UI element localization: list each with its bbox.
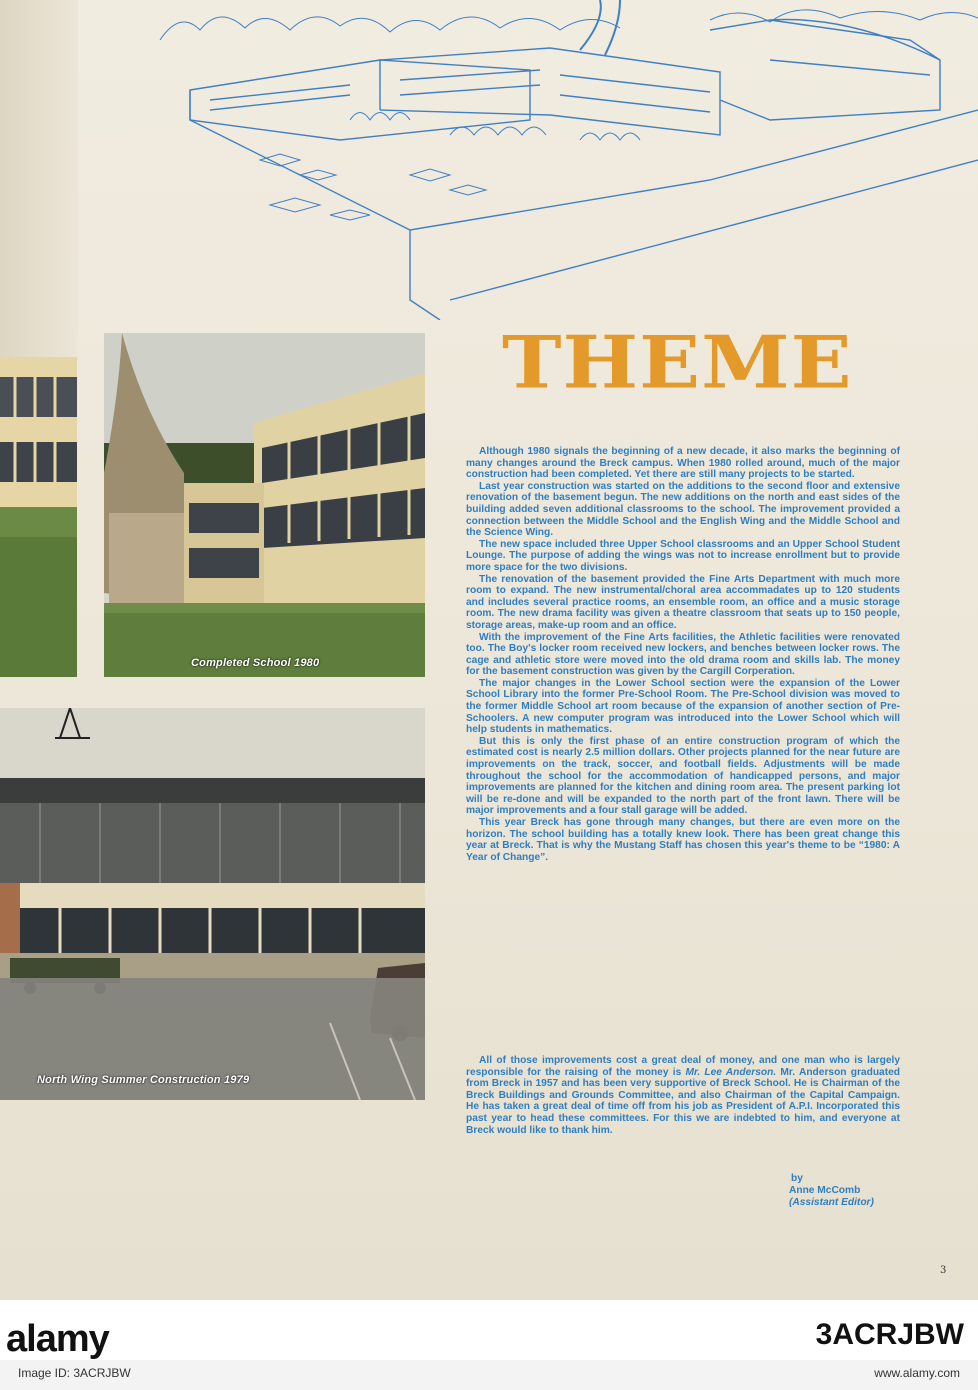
campus-sketch-illustration bbox=[150, 0, 978, 320]
byline-author: Anne McComb bbox=[789, 1185, 861, 1196]
article-body bbox=[466, 446, 900, 863]
north-wing-construction-photo bbox=[0, 708, 425, 1100]
ack-text-2: Mr. Anderson graduated from Breck in 1957 and has been very supportive of Breck School. He is Chairman of the Breck Buildings and Grounds Committee, and also Chairman of the Capital Campaign. He has taken a great deal of time off from his job as President of A.P.I. Incorporated this past year to head these committees. For this we are indebted to him, and everyone at Breck would like to thank him. bbox=[466, 1066, 900, 1136]
byline-by: by bbox=[791, 1173, 803, 1184]
footer-image-id: Image ID: 3ACRJBW bbox=[18, 1366, 131, 1380]
page-edge bbox=[0, 0, 78, 360]
footer-strip bbox=[0, 1360, 978, 1390]
ack-person-name: Mr. Lee Anderson. bbox=[685, 1066, 777, 1078]
page-title: THEME bbox=[502, 320, 853, 405]
byline bbox=[789, 1173, 874, 1209]
page-number: 3 bbox=[940, 1265, 947, 1276]
school-photo-partial bbox=[0, 357, 77, 677]
acknowledgement-paragraph bbox=[466, 1055, 900, 1136]
article-paragraph: Although 1980 signals the beginning of a new decade, it also marks the beginning of many changes around the Breck campus. When 1980 rolled around, much of the major construction had been completed. Yet there are still many projects to be started. bbox=[466, 446, 900, 481]
article-paragraph: The new space included three Upper School classrooms and an Upper School Student Lounge. The purpose of adding the wings was not to increase enrollment but to provide more space for the two divisions. bbox=[466, 538, 900, 573]
article-paragraph: This year Breck has gone through many changes, but there are even more on the horizon. The school building has a totally knew look. There has been great change this year at Breck. That is why the Mustang Staff has chosen this year's theme to be “1980: A Year of Change”. bbox=[466, 817, 900, 863]
article-paragraph: The major changes in the Lower School section were the expansion of the Lower School Library into the former Pre-School Room. The Pre-School division was moved to the former Middle School art room because of the expansion of another section of Pre-Schoolers. A new computer program was introduced into the Lower School which will help students in mathematics. bbox=[466, 677, 900, 736]
caption-north-wing: North Wing Summer Construction 1979 bbox=[37, 1074, 250, 1086]
article-paragraph: The renovation of the basement provided the Fine Arts Department with much more room to expand. The new instrumental/choral area accommadates up to 120 students and includes several practice rooms, an ensemble room, an office and a music storage room. The new drama facility was given a theatre classroom that seats up to 150 people, storage areas, make-up room and an office. bbox=[466, 573, 900, 631]
article-paragraph: But this is only the first phase of an entire construction program of which the estimated cost is nearly 2.5 million dollars. Other projects planned for the near future are improvements on the track, soccer, and football fields. Adjustments will be made throughout the school for the accommodation of handicapped persons, and major improvements are planned for the kitchen and dining room area. The present parking lot will be re-done and will be expanded to the north part of the front lawn. There will be major improvements and a four stall garage will be added. bbox=[466, 735, 900, 817]
watermark-footer bbox=[0, 1300, 978, 1390]
footer-image-code: 3ACRJBW bbox=[815, 1318, 964, 1351]
caption-completed-school: Completed School 1980 bbox=[191, 657, 320, 669]
article-paragraph: With the improvement of the Fine Arts facilities, the Athletic facilities were renovated too. The Boy's locker room received new lockers, and benches between locker rows. The cage and athletic store were moved into the old drama room and skills lab. The money for the basement construction was given by the Cargill Corperation. bbox=[466, 631, 900, 678]
footer-url: www.alamy.com bbox=[874, 1366, 960, 1380]
alamy-logo: alamy bbox=[6, 1318, 109, 1360]
ack-text-1: All of those improvements cost a great deal of money, and one man who is largely responsible for the raising of the money is bbox=[466, 1055, 900, 1078]
completed-school-photo bbox=[104, 333, 425, 677]
byline-role: (Assistant Editor) bbox=[789, 1197, 874, 1208]
article-paragraph: Last year construction was started on the additions to the second floor and extensive renovation of the basement begun. The new additions on the north and east sides of the building added seven additional classrooms to the school. The improvement provided a connection between the Middle School and the English Wing and the Middle School and the Science Wing. bbox=[466, 480, 900, 539]
